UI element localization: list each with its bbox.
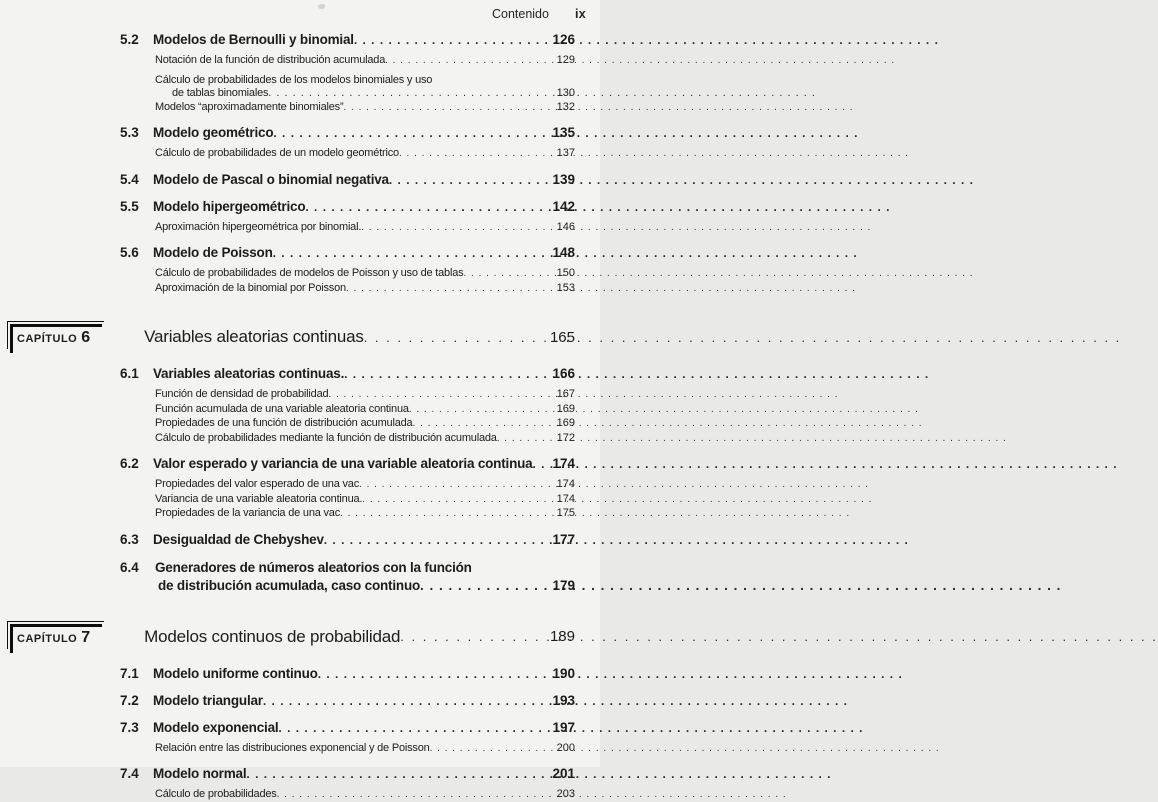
dot-leader [400, 629, 547, 644]
toc-section-entry [0, 32, 600, 48]
toc-section-entry [0, 172, 600, 188]
toc-section-entry [0, 532, 600, 548]
toc-subentry [0, 493, 600, 507]
subentry-title: Relación entre las distribuciones exponencial y de Poisson [155, 741, 430, 754]
toc-section-entry [0, 199, 600, 215]
subentry-page-number: 169 [556, 402, 575, 415]
subentry-title: Cálculo de probabilidades de un modelo geométrico [155, 147, 399, 159]
section-page-number: 193 [552, 692, 575, 708]
dot-leader [532, 456, 544, 472]
dot-leader [364, 330, 547, 345]
section-number: 5.6 [120, 245, 139, 260]
section-title: Desigualdad de Chebyshev [153, 531, 324, 547]
toc-subentry [0, 432, 600, 446]
chapter-page-number: 165 [549, 328, 575, 346]
toc-subentry-twoline [0, 74, 600, 100]
dot-leader [359, 478, 544, 492]
subentry-title: Propiedades de una función de distribución acumulada [155, 417, 413, 429]
dot-leader [277, 788, 544, 802]
section-page-number: 179 [552, 577, 575, 593]
dot-leader [278, 720, 544, 736]
toc-subentry [0, 388, 600, 402]
toc-section-entry [0, 666, 600, 682]
dot-leader [318, 666, 544, 682]
toc-subentry [0, 221, 600, 235]
dot-leader [354, 32, 544, 48]
toc-subentry [0, 267, 600, 281]
subentry-title: Función de densidad de probabilidad [155, 388, 329, 400]
page-folio: ix [574, 7, 586, 21]
section-page-number: 166 [552, 366, 575, 381]
section-page-number: 177 [552, 531, 575, 547]
chapter-label: CAPÍTULO [17, 333, 78, 345]
subentry-title: Aproximación de la binomial por Poisson [155, 281, 346, 294]
dot-leader [361, 221, 544, 235]
section-title: Modelo de Poisson [153, 245, 273, 260]
dot-leader [273, 245, 544, 261]
subentry-page-number: 169 [556, 417, 575, 429]
toc-subentry [0, 417, 600, 431]
section-number: 7.4 [120, 766, 139, 781]
chapter-label: CAPÍTULO [17, 632, 78, 645]
dot-leader [389, 172, 544, 188]
page-header [0, 0, 600, 21]
toc-section-entry [0, 125, 600, 141]
toc-section-entry-twoline [0, 559, 600, 595]
dot-leader [263, 693, 544, 709]
subentry-title-line2: de tablas binomiales [172, 86, 269, 99]
subentry-page-number: 167 [556, 388, 575, 400]
section-number: 5.5 [120, 198, 139, 214]
dot-leader [362, 493, 544, 507]
subentry-title: Cálculo de probabilidades mediante la función de distribución acumulada [155, 431, 497, 444]
dot-leader [430, 742, 544, 756]
toc-subentry [0, 101, 600, 115]
toc-section-entry [0, 693, 600, 709]
subentry-page-number: 174 [556, 478, 575, 490]
subentry-page-number: 132 [556, 100, 575, 113]
dot-leader [246, 766, 544, 782]
subentry-title: Cálculo de probabilidades de modelos de Poisson y uso de tablas [155, 267, 464, 279]
subentry-page-number: 129 [556, 54, 575, 66]
section-title: Modelo uniforme continuo [153, 665, 318, 681]
toc-subentry [0, 478, 600, 492]
section-page-number: 201 [552, 766, 575, 781]
toc-section-entry [0, 245, 600, 261]
dot-leader [409, 403, 544, 417]
toc-subentry [0, 147, 600, 161]
dot-leader [420, 577, 544, 595]
subentry-title: Variancia de una variable aleatoria continua. [155, 492, 363, 505]
section-number: 5.3 [120, 125, 139, 140]
section-page-number: 126 [552, 32, 575, 47]
subentry-title: Propiedades del valor esperado de una vac [155, 478, 360, 490]
subentry-title: Modelos “aproximadamente binomiales” [155, 100, 344, 113]
section-number: 6.4 [120, 559, 139, 575]
section-page-number: 148 [552, 245, 575, 260]
section-page-number: 174 [552, 456, 575, 471]
section-number: 6.3 [120, 531, 139, 547]
section-title-line2: de distribución acumulada, caso continuo [158, 577, 421, 593]
section-title: Variables aleatorias continuas. [153, 366, 345, 381]
dot-leader [340, 507, 544, 521]
subentry-title: Propiedades de la variancia de una vac [155, 507, 341, 519]
dot-leader [305, 199, 544, 215]
dot-leader [346, 282, 544, 296]
section-page-number: 135 [552, 125, 575, 140]
section-title: Valor esperado y variancia de una variable aleatoria continua [153, 456, 533, 471]
chapter-title: Modelos continuos de probabilidad [144, 626, 401, 646]
section-title: Modelo triangular [153, 692, 263, 708]
toc-chapter-entry [0, 621, 600, 653]
subentry-page-number: 146 [556, 220, 575, 233]
toc-list [0, 32, 600, 802]
section-number: 6.1 [120, 366, 139, 381]
subentry-title-line1: Cálculo de probabilidades de los modelos binomiales y uso [155, 73, 433, 86]
section-title: Modelo hipergeométrico [153, 198, 306, 214]
subentry-page-number: 174 [556, 492, 575, 505]
toc-subentry [0, 54, 600, 68]
subentry-title: Notación de la función de distribución acumulada [155, 54, 386, 66]
subentry-page-number: 137 [556, 147, 575, 159]
subentry-page-number: 153 [556, 281, 575, 294]
section-page-number: 197 [552, 719, 575, 735]
subentry-title: Aproximación hipergeométrica por binomial. [155, 220, 362, 233]
dot-leader [497, 432, 544, 446]
chapter-label-bracket [7, 321, 104, 353]
section-page-number: 139 [552, 171, 575, 187]
chapter-label-bracket [7, 621, 104, 653]
toc-section-entry [0, 720, 600, 736]
section-title: Modelos de Bernoulli y binomial [153, 32, 354, 47]
toc-subentry [0, 403, 600, 417]
section-number: 6.2 [120, 456, 139, 471]
subentry-page-number: 200 [556, 741, 575, 754]
subentry-title: Función acumulada de una variable aleatoria continua [155, 402, 409, 415]
dot-leader [343, 101, 544, 115]
toc-chapter-entry [0, 321, 600, 353]
section-page-number: 190 [552, 665, 575, 681]
section-title: Modelo geométrico [153, 125, 274, 140]
dot-leader [385, 54, 544, 68]
toc-section-entry [0, 366, 600, 382]
toc-subentry [0, 742, 600, 756]
dot-leader [399, 147, 544, 161]
section-title-line1: Generadores de números aleatorios con la función [155, 559, 472, 575]
subentry-page-number: 175 [556, 507, 575, 519]
subentry-page-number: 130 [556, 86, 575, 99]
chapter-number: 6 [81, 329, 91, 346]
subentry-page-number: 150 [556, 267, 575, 279]
section-number: 5.2 [120, 32, 139, 47]
chapter-page-number: 189 [549, 628, 575, 645]
toc-subentry [0, 788, 600, 802]
section-number: 5.4 [120, 171, 139, 187]
section-number: 7.2 [120, 692, 139, 708]
toc-subentry [0, 507, 600, 521]
dot-leader [273, 125, 544, 141]
dot-leader [328, 388, 544, 402]
section-title: Modelo exponencial [153, 719, 279, 735]
toc-subentry [0, 282, 600, 296]
toc-section-entry [0, 766, 600, 782]
section-title: Modelo de Pascal o binomial negativa [153, 171, 389, 187]
toc-section-entry [0, 456, 600, 472]
running-head: Contenido [491, 7, 549, 21]
dot-leader [344, 366, 544, 382]
dot-leader [324, 532, 544, 548]
section-page-number: 142 [552, 198, 575, 214]
dot-leader [412, 417, 544, 431]
subentry-page-number: 203 [556, 788, 575, 800]
section-number: 7.3 [120, 719, 139, 735]
subentry-title: Cálculo de probabilidades [155, 788, 277, 800]
section-title: Modelo normal [153, 766, 247, 781]
section-number: 7.1 [120, 665, 139, 681]
chapter-title: Variables aleatorias continuas [144, 327, 364, 346]
chapter-number: 7 [81, 628, 91, 646]
dot-leader [463, 267, 544, 281]
dot-leader [268, 87, 544, 100]
subentry-page-number: 172 [556, 431, 575, 444]
